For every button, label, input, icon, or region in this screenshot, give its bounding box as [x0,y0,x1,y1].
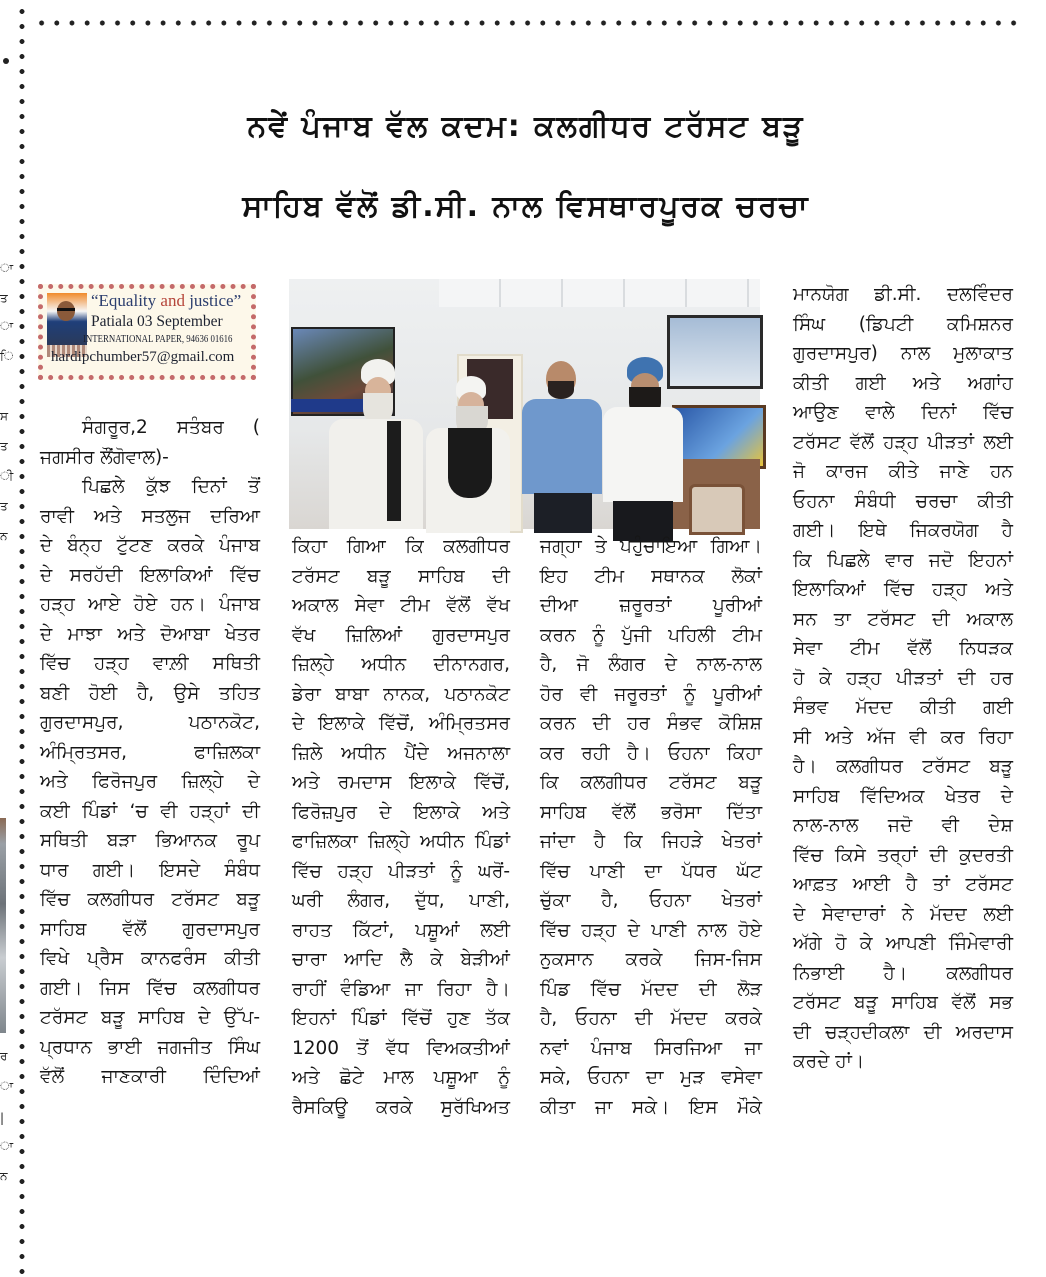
article-line: ਦੇ ਬੰਨ੍ਹ ਟੁੱਟਣ ਕਰਕੇ ਪੰਜਾਬ [40,535,260,556]
news-photo [289,279,760,529]
article-line: ਕਿਹਾ ਗਿਆ ਕਿ ਕਲਗੀਧਰ [292,536,510,557]
article-line: ਜਗ੍ਹਾ ਤੇ ਪਹੁੰਚਾਇਆ ਗਿਆ। [540,536,762,557]
edge-fragment: ਾ [0,319,14,333]
article-line: ਟਰੱਸਟ ਬੜੂ ਸਾਹਿਬ ਵੱਲੋਂ ਸਭ [793,992,1013,1013]
article-line: ਦੇ ਸੇਵਾਦਾਰਾਂ ਨੇ ਮੱਦਦ ਲਈ [793,903,1013,925]
article-line: ਕਰਨ ਨੂੰ ਪੁੱਜੀ ਪਹਿਲੀ ਟੀਮ [540,624,762,646]
article-line: ਸੇਵਾ ਟੀਮ ਵੱਲੋਂ ਨਿਧੜਕ [793,638,1013,659]
article-line: ਫਿਰੋਜ਼ਪੁਰ ਦੇ ਇਲਾਕੇ ਅਤੇ [292,801,510,823]
article-line: ਪਿਛਲੇ ਕੁੱਝ ਦਿਨਾਂ ਤੋਂ [82,476,260,497]
article-line: ਵਿੱਚ ਹੜ੍ਹ ਦੇ ਪਾਣੀ ਨਾਲ ਹੋਏ [540,919,762,941]
article-line: ਅੰਮ੍ਰਿਤਸਰ, ਫਾਜ਼ਿਲਕਾ [40,741,260,763]
badge-title [91,291,241,311]
article-column-4 [793,280,1013,1077]
article-line: ਸੰਗਰੂਰ,2 ਸਤੰਬਰ ( [82,417,260,438]
article-line: ਦੇ ਇਲਾਕੇ ਵਿੱਚੋਂ, ਅੰਮ੍ਰਿਤਸਰ [292,713,510,734]
article-line: ਟਰੱਸਟ ਬੜੂ ਸਾਹਿਬ ਦੇ ਉੱਪ- [40,1007,260,1028]
article-line: ਹੈ, ਜੋ ਲੰਗਰ ਦੇ ਨਾਲ-ਨਾਲ [540,654,762,675]
article-line: ਧਾਰ ਗਈ। ਇਸਦੇ ਸੰਬੰਧ [40,859,260,881]
badge-paper-contact: INTERNATIONAL PAPER, 94636 01616 [83,334,233,345]
article-line: ਕਈ ਪਿੰਡਾਂ ‘ਚ ਵੀ ਹੜ੍ਹਾਂ ਦੀ [40,800,260,822]
article-line: ਵਿੱਚ ਪਾਣੀ ਦਾ ਪੱਧਰ ਘੱਟ [540,860,762,882]
article-line: ਵਿੱਚ ਕਲਗੀਧਰ ਟਰੱਸਟ ਬੜੂ [40,889,260,910]
wall-frame [667,315,763,389]
article-line: ਕਰ ਰਹੀ ਹੈ। ਓਹਨਾ ਕਿਹਾ [540,742,762,764]
article-line: ਪ੍ਰਧਾਨ ਭਾਈ ਜਗਜੀਤ ਸਿੰਘ [40,1036,260,1058]
article-line: ਸਨ ਤਾ ਟਰੱਸਟ ਦੀ ਅਕਾਲ [793,608,1013,630]
article-line: ਸਕੇ, ਓਹਨਾ ਦਾ ਮੁੜ ਵਸੇਵਾ [540,1067,762,1088]
article-line: ਇਹਨਾਂ ਪਿੰਡਾਂ ਵਿੱਚੋਂ ਹੁਣ ਤੱਕ [292,1008,510,1029]
article-line: ਪਿੰਡ ਵਿੱਚ ਮੱਦਦ ਦੀ ਲੋੜ [540,978,762,1000]
stray-dot [3,58,9,64]
article-line: ਆਉਣ ਵਾਲੇ ਦਿਨਾਂ ਵਿੱਚ [793,402,1013,423]
article-line: ਕਰਨ ਦੀ ਹਰ ਸੰਭਵ ਕੋਸ਼ਿਸ਼ [540,713,762,734]
article-line: ਸੰਭਵ ਮੱਦਦ ਕੀਤੀ ਗਈ [793,697,1013,718]
article-line: ਕਿ ਪਿਛਲੇ ਵਾਰ ਜਦੋ ਇਹਨਾਂ [793,549,1013,571]
dotted-border-left [19,4,25,1274]
badge-email: hardipchumber57@gmail.com [51,349,235,365]
article-line: ਹੈ, ਓਹਨਾ ਦੀ ਮੱਦਦ ਕਰਕੇ [540,1008,762,1029]
article-line: ਇਲਾਕਿਆਂ ਵਿੱਚ ਹੜ੍ਹ ਅਤੇ [793,579,1013,600]
article-line: ਵਿੱਚ ਕਿਸੇ ਤਰ੍ਹਾਂ ਦੀ ਕੁਦਰਤੀ [793,844,1013,866]
edge-fragment: ਨ [0,1169,8,1183]
article-line: ਚੁੱਕਾ ਹੈ, ਓਹਨਾ ਖੇਤਰਾਂ [540,890,762,911]
article-line: ਨਵਾਂ ਪੰਜਾਬ ਸਿਰਜਿਆ ਜਾ [540,1037,762,1059]
article-line: ਟਰੱਸਟ ਬੜੂ ਸਾਹਿਬ ਦੀ [292,565,510,587]
headline-line-2: ਸਾਹਿਬ ਵੱਲੋਂ ਡੀ.ਸੀ. ਨਾਲ ਵਿਸਥਾਰਪੂਰਕ ਚਰਚਾ [242,189,810,225]
article-line: ਜ਼ਿਲ੍ਹੇ ਅਧੀਨ ਦੀਨਾਨਗਰ, [292,654,510,675]
article-line: ਨੁਕਸਾਨ ਕਰਕੇ ਜਿਸ-ਜਿਸ [540,949,762,970]
article-line: ਗੁਰਦਾਸਪੁਰ) ਨਾਲ ਮੁਲਾਕਾਤ [793,343,1013,364]
article-line: ਨਾਲ-ਨਾਲ ਜਦੋ ਵੀ ਦੇਸ਼ [793,815,1013,836]
article-line: ਸਾਹਿਬ ਵੱਲੋਂ ਭਰੋਸਾ ਦਿੱਤਾ [540,801,762,823]
article-line: ਕੀਤਾ ਜਾ ਸਕੇ। ਇਸ ਮੌਕੇ [540,1096,762,1118]
article-line: ਘਰੀ ਲੰਗਰ, ਦੁੱਧ, ਪਾਣੀ, [292,890,510,911]
article-line: ਸਥਿਤੀ ਬੜਾ ਭਿਆਨਕ ਰੂਪ [40,830,260,851]
article-line: ਜਾਂਦਾ ਹੈ ਕਿ ਜਿਹੜੇ ਖੇਤਰਾਂ [540,831,762,852]
badge-title-part: justice” [184,291,242,310]
article-line: ਜਗਸੀਰ ਲੌਂਗੋਵਾਲ)- [40,446,169,468]
article-line: ਹੜ੍ਹ ਆਏ ਹੋਏ ਹਨ। ਪੰਜਾਬ [40,594,260,615]
article-line: ਹੋਰ ਵੀ ਜਰੂਰਤਾਂ ਨੂੰ ਪੂਰੀਆਂ [540,683,762,705]
edge-fragment: ਾ [0,1079,14,1093]
article-line: ਦੇ ਮਾਝਾ ਅਤੇ ਦੋਆਬਾ ਖੇਤਰ [40,623,260,645]
article-line: ਆਫ਼ਤ ਆਈ ਹੈ ਤਾਂ ਟਰੱਸਟ [793,874,1013,895]
edge-fragment: ਤ [0,499,8,513]
article-line: ਵੱਖ ਜ਼ਿਲਿਆਂ ਗੁਰਦਾਸਪੁਰ [292,624,510,646]
article-line: ਡੇਰਾ ਬਾਬਾ ਨਾਨਕ, ਪਠਾਨਕੋਟ [292,683,510,705]
article-line: ਚਾਰਾ ਆਦਿ ਲੈ ਕੇ ਬੇੜੀਆਂ [292,949,510,970]
article-line: ਇਹ ਟੀਮ ਸਥਾਨਕ ਲੋਕਾਂ [540,565,762,587]
article-line: ਕਿ ਕਲਗੀਧਰ ਟਰੱਸਟ ਬੜੂ [540,772,762,793]
article-column-2 [292,532,510,1122]
article-line: ਰਾਹਤ ਕਿੱਟਾਂ, ਪਸ਼ੂਆਂ ਲਈ [292,919,510,941]
edge-fragment: ਾ [0,261,14,275]
article-line: ਕੀਤੀ ਗਈ ਅਤੇ ਅਗਾਂਹ [793,372,1013,394]
article-line: ਨਿਭਾਈ ਹੈ। ਕਲਗੀਧਰ [793,962,1013,984]
article-column-3 [540,532,762,1122]
article-line: ਵਿੱਚ ਹੜ੍ਹ ਪੀੜਤਾਂ ਨੂੰ ਘਰੋਂ- [292,860,510,882]
article-line: ਵੱਲੋਂ ਜਾਣਕਾਰੀ ਦਿੰਦਿਆਂ [40,1066,260,1087]
badge-dateline: Patiala 03 September [91,313,223,330]
badge-title-part: “Equality [91,291,161,310]
edge-fragment: ਰ [0,1049,8,1063]
neighbor-photo-edge [0,818,6,1033]
article-line: ਅਤੇ ਰਮਦਾਸ ਇਲਾਕੇ ਵਿੱਚੋਂ, [292,772,510,793]
article-line: ਦੀਆ ਜ਼ਰੂਰਤਾਂ ਪੂਰੀਆਂ [540,595,762,616]
article-line: ਜ਼ਿਲੇ ਅਧੀਨ ਪੈਂਦੇ ਅਜਨਾਲਾ [292,742,510,764]
article-line: ਅਤੇ ਛੋਟੇ ਮਾਲ ਪਸ਼ੂਆ ਨੂੰ [292,1067,510,1088]
article-line: ਅਕਾਲ ਸੇਵਾ ਟੀਮ ਵੱਲੋਂ ਵੱਖ [292,595,510,616]
article-line: ਵਿਖੇ ਪ੍ਰੈਸ ਕਾਨਫਰੰਸ ਕੀਤੀ [40,948,260,969]
article-line: ਦੀ ਚੜ੍ਹਦੀਕਲਾ ਦੀ ਅਰਦਾਸ [793,1021,1013,1043]
article-line: ਹੋ ਕੇ ਹੜ੍ਹ ਪੀੜਤਾਂ ਦੀ ਹਰ [793,667,1013,689]
article-line: ਬਣੀ ਹੋਈ ਹੈ, ਉਸੇ ਤਹਿਤ [40,682,260,704]
article-line: ਫਾਜ਼ਿਲਕਾ ਜ਼ਿਲ੍ਹੇ ਅਧੀਨ ਪਿੰਡਾਂ [292,831,510,852]
article-line: ਰੈਸਕਿਊ ਕਰਕੇ ਸੁਰੱਖਿਅਤ [292,1096,510,1118]
article-line: ਗਈ। ਇਥੇ ਜਿਕਰਯੋਗ ਹੈ [793,520,1013,541]
article-line: ਜੋ ਕਾਰਜ ਕੀਤੇ ਜਾਣੇ ਹਨ [793,461,1013,482]
article-line: ਸੀ ਅਤੇ ਅੱਜ ਵੀ ਕਰ ਰਿਹਾ [793,726,1013,748]
article-line: ਅੱਗੇ ਹੋ ਕੇ ਆਪਣੀ ਜਿੰਮੇਵਾਰੀ [793,933,1013,954]
badge-title-accent: and [160,291,185,310]
press-badge [38,284,256,380]
article-line: ਰਾਹੀਂ ਵੰਡਿਆ ਜਾ ਰਿਹਾ ਹੈ। [292,978,510,1000]
article-line: ਗਈ। ਜਿਸ ਵਿੱਚ ਕਲਗੀਧਰ [40,977,260,999]
headline-line-1: ਨਵੇਂ ਪੰਜਾਬ ਵੱਲ ਕਦਮ: ਕਲਗੀਧਰ ਟਰੱਸਟ ਬੜੂ [247,109,805,145]
edge-fragment: ਤ [0,439,8,453]
edge-fragment: | [0,1111,5,1125]
dotted-border-top [34,20,1019,26]
article-line: ਹੈ। ਕਲਗੀਧਰ ਟਰੱਸਟ ਬੜੂ [793,756,1013,777]
article-line: ਮਾਨਯੋਗ ਡੀ.ਸੀ. ਦਲਵਿੰਦਰ [793,284,1013,305]
article-line: 1200 ਤੋਂ ਵੱਧ ਵਿਅਕਤੀਆਂ [292,1037,510,1059]
article-line: ਅਤੇ ਫਿਰੋਜਪੁਰ ਜ਼ਿਲ੍ਹੇ ਦੇ [40,771,260,792]
article-line: ਸਾਹਿਬ ਵੱਲੋਂ ਗੁਰਦਾਸਪੁਰ [40,918,260,940]
article-line: ਰਾਵੀ ਅਤੇ ਸਤਲੁਜ ਦਰਿਆ [40,505,260,527]
edge-fragment: ਤ [0,291,8,305]
article-line: ਵਿੱਚ ਹੜ੍ਹ ਵਾਲ਼ੀ ਸਥਿਤੀ [40,653,260,674]
article-line: ਟਰੱਸਟ ਵੱਲੋਂ ਹੜ੍ਹ ਪੀੜਤਾਂ ਲਈ [793,431,1013,453]
article-line: ਕਰਦੇ ਹਾਂ। [793,1051,865,1072]
article-line: ਦੇ ਸਰਹੱਦੀ ਇਲਾਕਿਆਂ ਵਿੱਚ [40,564,260,586]
edge-fragment: ਸ [0,409,8,423]
article-line: ਸਾਹਿਬ ਵਿੱਦਿਅਕ ਖੇਤਰ ਦੇ [793,785,1013,807]
article-line: ਸਿੰਘ (ਡਿਪਟੀ ਕਮਿਸ਼ਨਰ [793,313,1013,335]
edge-fragment: ਨ [0,529,8,543]
edge-fragment: ਿ [0,349,14,363]
article-line: ਓਹਨਾ ਸੰਬੰਧੀ ਚਰਚਾ ਕੀਤੀ [793,490,1013,512]
edge-fragment: ੀ [0,469,14,483]
edge-fragment: ਾ [0,1139,14,1153]
portrait-icon [47,293,87,345]
article-line: ਗੁਰਦਾਸਪੁਰ, ਪਠਾਨਕੋਟ, [40,712,260,733]
article-column-1 [40,413,260,1092]
